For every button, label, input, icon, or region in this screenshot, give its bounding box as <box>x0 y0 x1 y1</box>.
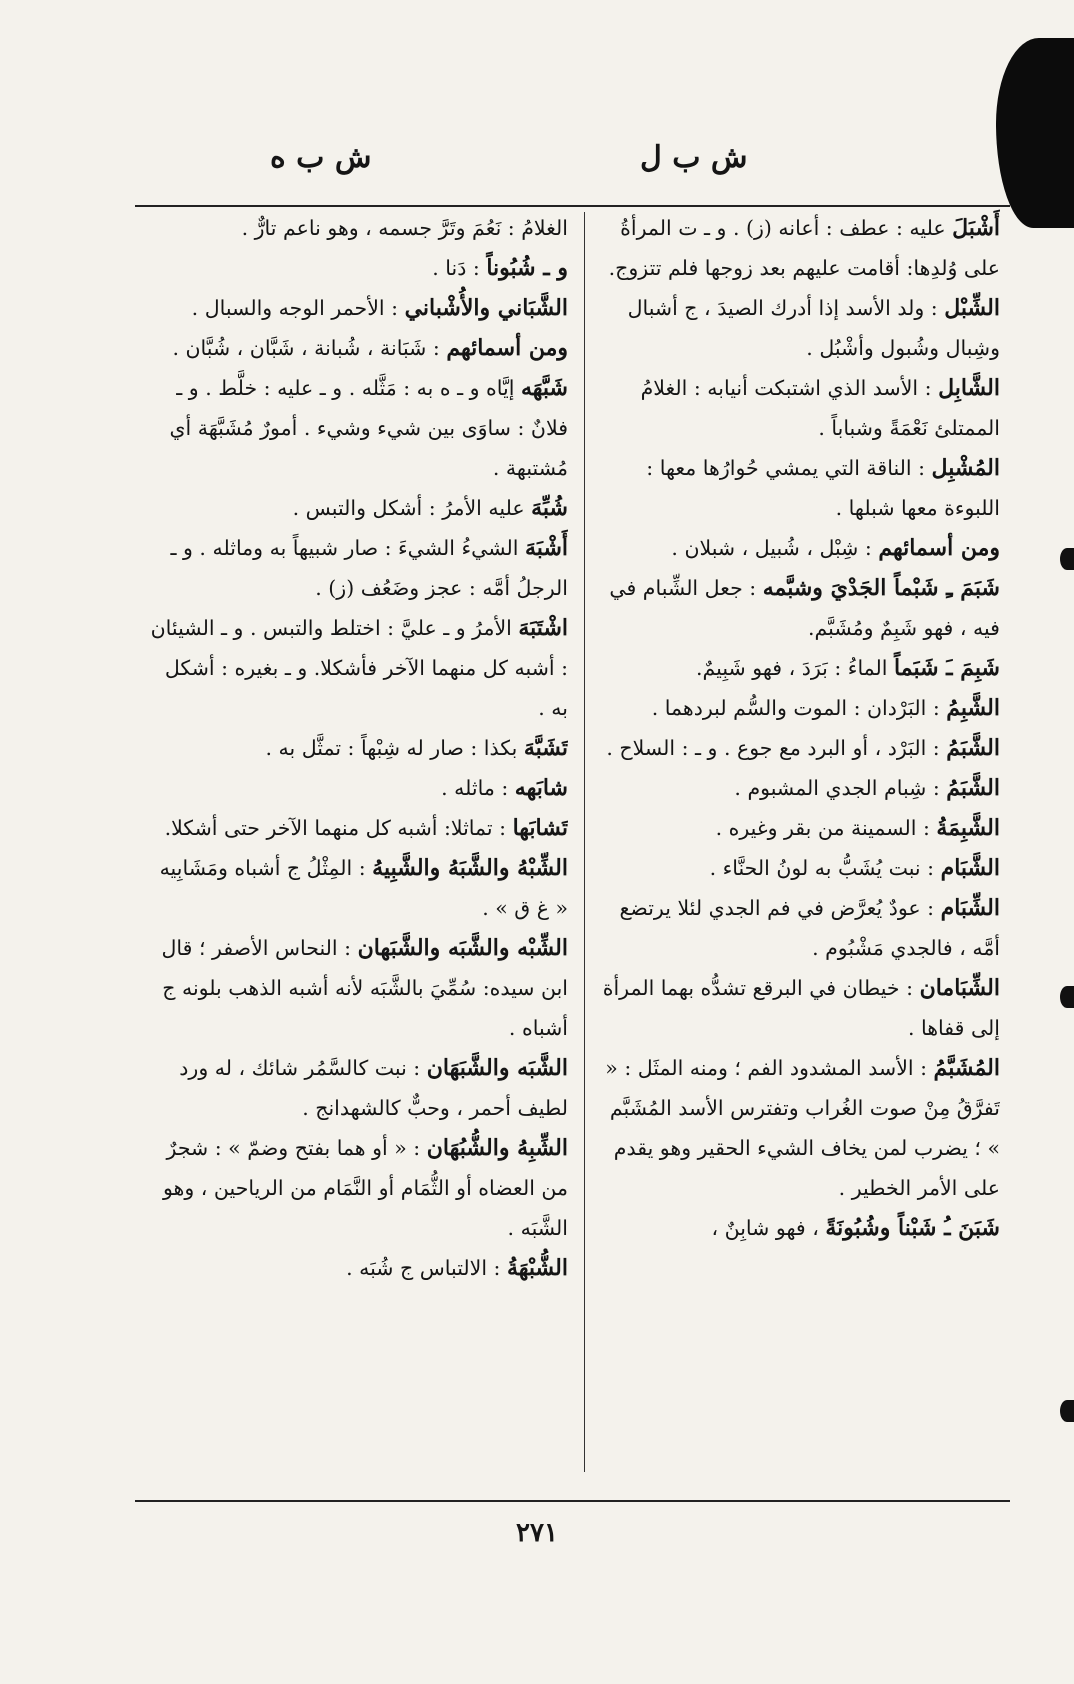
definition: عليه : عطف : أعانه (ز) . و ـ ت المرأةُ على وُلدِها: أقامت عليهم بعد زوجها فلم تتزوج. <box>608 216 1000 280</box>
headword: أَشْبَهَ <box>525 535 568 561</box>
headword: شابَهه <box>514 775 568 801</box>
definition: الشيءُ الشيءَ : صار شبيهاً به وماثله . و ـ الرجلُ أمَّه : عجز وضَعُف (ز) . <box>170 536 568 600</box>
definition: : شِبْل ، شُبيل ، شبلان . <box>671 536 872 560</box>
dictionary-entry <box>598 688 1000 728</box>
definition: : شِبام الجدي المشبوم . <box>734 776 940 800</box>
header-left-letters: ش ب ه <box>270 140 372 175</box>
definition: الأمرُ و ـ عليَّ : اختلط والتبس . و ـ الشيئان : أشبه كل منهما الآخر فأشكلا. و ـ بغيره : أشكل به . <box>150 616 568 720</box>
headword: شَبَّهَه <box>520 375 568 401</box>
ink-blot <box>996 38 1074 228</box>
headword: ومن أسمائهم <box>878 535 1000 561</box>
dictionary-entry <box>150 328 568 368</box>
headword: تَشَبَّهَ <box>523 735 568 761</box>
definition: : عودٌ يُعرَّض في فم الجدي لئلا يرتضع أمَّه ، فالجدي مَشْبُوم . <box>619 896 1000 960</box>
definition: إيَّاه و ـ ه به : مَثَّله . و ـ عليه : خلَّط . و ـ فلانٌ : ساوَى بين شيء وشيء . أمورٌ مُشَبَّهَة أي مُشتبهة . <box>169 376 568 480</box>
headword: الشَّبَام <box>940 855 1000 881</box>
headword: الشِّبَامان <box>919 975 1000 1001</box>
definition: : تماثلا: أشبه كل منهما الآخر حتى أشكلا. <box>164 816 507 840</box>
definition: : النحاس الأصفر ؛ قال ابن سيده: سُمِّيَ بالشَّبَه لأنه أشبه الذهب بلونه ج أشباه . <box>161 936 568 1040</box>
dictionary-entry <box>598 528 1000 568</box>
dictionary-entry <box>150 608 568 728</box>
headword: الشَّابِل <box>938 375 1000 401</box>
headword: الشِّبِهُ والشُّبُهَان <box>426 1135 568 1161</box>
header-rule <box>135 205 1010 207</box>
headword: الشُّبْهَةُ <box>506 1255 568 1281</box>
dictionary-entry <box>150 1048 568 1128</box>
definition: الماءُ : بَرَدَ ، فهو شَبِيمٌ. <box>696 656 888 680</box>
definition: : البَرْدان : الموت والسُّم لبردهما . <box>651 696 940 720</box>
dictionary-entry <box>598 368 1000 448</box>
dictionary-entry <box>598 728 1000 768</box>
definition: : الأسد المشدود الفم ؛ ومنه المثَل : « تَفرَّقُ مِنْ صوت الغُراب وتفترس الأسد المُشَبَّم » ؛ يضرب لمن يخاف الشيء الحقير وهو يقدم على الأمر الخطير . <box>605 1056 1000 1200</box>
dictionary-entry <box>150 728 568 768</box>
definition: بكذا : صار له شِبْهاً : تمثَّل به . <box>265 736 518 760</box>
dictionary-entry <box>598 288 1000 368</box>
left-column <box>150 208 568 1488</box>
headword: و ـ شُبُوناً <box>486 255 568 281</box>
definition: عليه الأمرُ : أشكل والتبس . <box>292 496 525 520</box>
dictionary-entry <box>150 368 568 488</box>
headword: الشِّبَام <box>940 895 1000 921</box>
headword: المُشَبَّمُ <box>933 1055 1000 1081</box>
headword: الشَّبِمُ <box>946 695 1000 721</box>
definition: : نبت كالسَّمُر شائك ، له ورد لطيف أحمر ، وحبٌّ كالشهدانج . <box>179 1056 568 1120</box>
headword: شَبَنَ ـُ شَبْناً وشُبُونَةً <box>825 1215 1000 1241</box>
headword: الشَّبَمُ <box>946 775 1000 801</box>
definition: : الأحمر الوجه والسبال . <box>191 296 399 320</box>
headword: اشْتَبَهَ <box>518 615 568 641</box>
dictionary-entry <box>598 1208 1000 1248</box>
dictionary-entry <box>150 848 568 928</box>
dictionary-entry <box>150 928 568 1048</box>
edge-mark <box>1060 1400 1074 1422</box>
definition: ، فهو شابِنٌ ، <box>711 1216 819 1240</box>
definition: : الناقة التي يمشي حُوارُها معها : اللبوءة معها شبلها . <box>646 456 1000 520</box>
headword: ومن أسمائهم <box>446 335 568 361</box>
dictionary-entry <box>598 968 1000 1048</box>
definition: : السمينة من بقر وغيره . <box>715 816 930 840</box>
definition: الغلامُ : نَعُمَ وتَرَّ جسمه ، وهو ناعم تارٌّ . <box>241 216 568 240</box>
dictionary-entry <box>150 768 568 808</box>
header-right-letters: ش ب ل <box>640 140 748 175</box>
headword: الشَّبِمَةُ <box>936 815 1000 841</box>
definition: : الالتباس ج شُبَه . <box>346 1256 501 1280</box>
definition: : ماثله . <box>441 776 509 800</box>
definition: : شَبَانة ، شُبانة ، شَبَّان ، شُبَّان . <box>172 336 440 360</box>
dictionary-entry <box>598 888 1000 968</box>
dictionary-entry <box>150 528 568 608</box>
headword: شَبِمَ ـَ شَبَماً <box>894 655 1000 681</box>
headword: شُبِّهَ <box>531 495 568 521</box>
dictionary-entry <box>598 448 1000 528</box>
dictionary-entry <box>598 1048 1000 1208</box>
headword: الشِّبْل <box>944 295 1000 321</box>
definition: : جعل الشِّبام في فيه ، فهو شَبِمٌ ومُشَبَّم. <box>609 576 1000 640</box>
dictionary-entry <box>598 568 1000 648</box>
dictionary-entry <box>150 808 568 848</box>
edge-mark <box>1060 986 1074 1008</box>
dictionary-entry <box>150 488 568 528</box>
dictionary-entry <box>598 768 1000 808</box>
right-column <box>598 208 1000 1488</box>
headword: تَشابَها <box>512 815 568 841</box>
footer-rule <box>135 1500 1010 1502</box>
definition: : نبت يُشَبُّ به لونُ الحنَّاء . <box>709 856 935 880</box>
dictionary-entry <box>150 288 568 328</box>
headword: أَشْبَلَ <box>952 215 1000 241</box>
dictionary-entry <box>598 848 1000 888</box>
definition: : المِثْلُ ج أشباه ومَشَابِيه « غ ق » . <box>159 856 568 920</box>
dictionary-entry <box>150 208 568 248</box>
definition: : البَرْد ، أو البرد مع جوع . و ـ : السلاح . <box>606 736 940 760</box>
dictionary-entry <box>150 248 568 288</box>
headword: المُشْبِل <box>931 455 1000 481</box>
dictionary-entry <box>598 808 1000 848</box>
dictionary-entry <box>150 1128 568 1248</box>
headword: الشَّبَاني والأُشْباني <box>404 295 568 321</box>
dictionary-entry <box>598 648 1000 688</box>
definition: : دَنا . <box>432 256 480 280</box>
dictionary-entry <box>598 208 1000 288</box>
column-divider <box>584 212 585 1472</box>
definition: : « أو هما بفتح وضمّ » : شجرٌ من العضاه أو الثُّمَام أو النَّمَام من الرياحين ، وهو الشَّبَه . <box>162 1136 568 1240</box>
headword: شَبَمَ ـِ شَبْماً الجَدْيَ وشبَّمه <box>762 575 1000 601</box>
headword: الشِّبْهُ والشَّبَهُ والشَّبِيهُ <box>372 855 568 881</box>
headword: الشَّبَمُ <box>946 735 1000 761</box>
definition: : الأسد الذي اشتبكت أنيابه : الغلامُ الممتلئ نَعْمَةً وشباباً . <box>640 376 1000 440</box>
headword: الشِّبْه والشَّبَه والشَّبَهان <box>357 935 568 961</box>
page-number: ٢٧١ <box>516 1518 558 1548</box>
definition: : خيطان في البرقع تشدُّه بهما المرأة إلى قفاها . <box>602 976 1000 1040</box>
edge-mark <box>1060 548 1074 570</box>
headword: الشَّبَه والشَّبَهَان <box>426 1055 568 1081</box>
definition: : ولد الأسد إذا أدرك الصيدَ ، ج أشبال وشِبال وشُبول وأشْبُل . <box>627 296 1000 360</box>
dictionary-entry <box>150 1248 568 1288</box>
